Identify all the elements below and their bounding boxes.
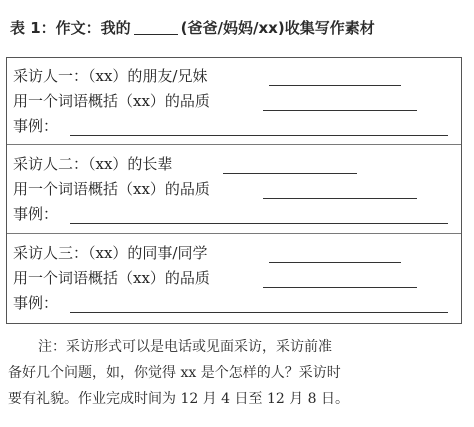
example-label-2: 事例： [13,205,59,223]
interviewee-label-2: 采访人二：（xx）的长辈 [13,155,173,173]
example-blank-1[interactable] [70,135,448,136]
note-line-1: 注：采访形式可以是电话或见面采访，采访前准 [38,339,332,355]
interviewee-blank-3[interactable] [269,262,401,263]
interviewee-blank-1[interactable] [269,85,401,86]
example-blank-2[interactable] [70,223,448,224]
summary-label-1: 用一个词语概括（xx）的品质 [13,92,210,110]
assignment-note [8,334,464,412]
interview-form [6,57,462,324]
title-suffix: (爸爸/妈妈/xx)收集写作素材 [180,19,375,37]
section-divider-1 [7,144,461,145]
summary-label-2: 用一个词语概括（xx）的品质 [13,180,210,198]
example-blank-3[interactable] [70,312,448,313]
summary-label-3: 用一个词语概括（xx）的品质 [13,269,210,287]
interviewee-label-3: 采访人三：（xx）的同事/同学 [13,244,208,262]
interviewee-blank-2[interactable] [223,173,357,174]
summary-blank-2[interactable] [263,198,417,199]
title-blank [134,34,178,35]
summary-blank-1[interactable] [263,110,417,111]
example-label-3: 事例： [13,294,59,312]
interviewee-label-1: 采访人一：（xx）的朋友/兄妹 [13,67,208,85]
note-line-2: 备好几个问题，如，你觉得 xx 是个怎样的人？采访时 [8,365,341,381]
title-prefix: 表 1：作文：我的 [10,19,131,37]
table-title [10,14,375,38]
note-line-3: 要有礼貌。作业完成时间为 12 月 4 日至 12 月 8 日。 [8,391,350,407]
example-label-1: 事例： [13,117,59,135]
section-divider-2 [7,233,461,234]
summary-blank-3[interactable] [263,287,417,288]
